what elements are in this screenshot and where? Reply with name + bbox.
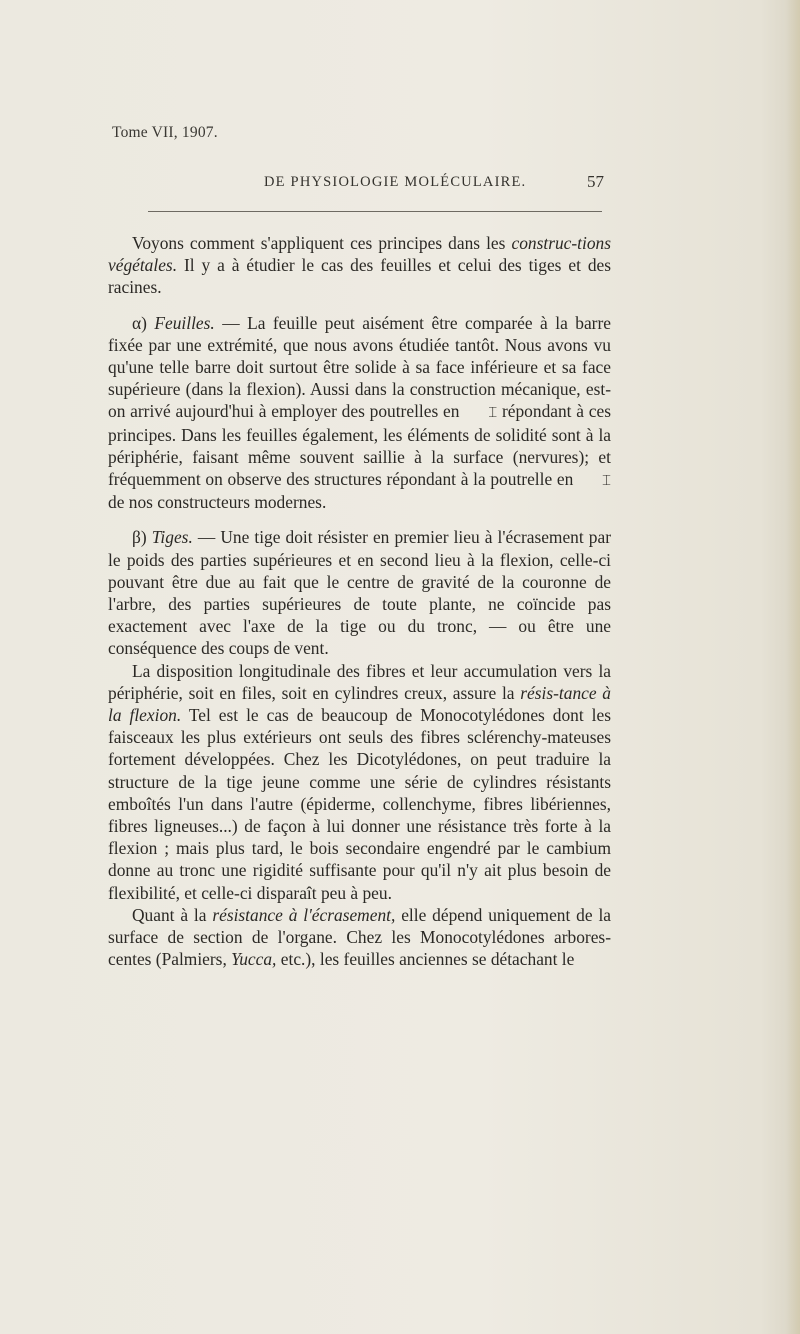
- italic-term: Yucca,: [231, 949, 277, 970]
- text-run: Il y a à étudier le cas des feuilles et celui des tiges et des racines.: [108, 255, 611, 298]
- text-run: La disposition longitudinale des fibres et leur accumulation vers la périphérie, soit en files, soit en cylindres creux, assure la: [108, 660, 611, 703]
- text-run: — La feuille peut aisément être comparée à la barre fixée par une extrémité, que nous avons étudiée tantôt. Nous avons vu qu'une telle barre doit surtout être solide à sa face inférieure et sa face supérieure (dans la flexion). Aussi dans la construction mécanique, est-on arrivé aujourd'hui à employer des poutrelles en: [108, 312, 611, 422]
- header-rule: [148, 211, 602, 212]
- volume-label: Tome VII, 1907.: [112, 124, 218, 141]
- section-label: β): [132, 527, 152, 548]
- italic-term: construc-tions végétales.: [108, 233, 611, 276]
- paragraph-disposition: [108, 660, 611, 904]
- section-heading: Tiges.: [151, 527, 193, 548]
- text-run: Tel est le cas de beaucoup de Monocotylédones dont les faisceaux les plus extérieurs ont seuls des fibres sclérenchy-mateuses fortement développées. Chez les Dicotylédones, on peut traduire la structure de la tige jeune comme une série de cylindres résistants emboîtés l'un dans l'autre (épiderme, collenchyme, fibres libériennes, fibres ligneuses...) de façon à lui donner une résistance très forte à la flexion ; mais plus tard, le bois secondaire engendré par le cambium donne au tronc une rigidité suffisante pour qu'il n'y ait plus besoin de flexibilité, et celle-ci disparaît peu à peu.: [108, 705, 611, 903]
- italic-term: résis-tance à la flexion.: [108, 682, 611, 726]
- text-run: Quant à la: [132, 904, 213, 925]
- text-run: elle dépend uniquement de la surface de section de l'organe. Chez les Monocotylédones arbores-centes (Palmiers,: [108, 904, 611, 970]
- running-header: [0, 172, 800, 196]
- running-title: DE PHYSIOLOGIE MOLÉCULAIRE.: [264, 174, 527, 190]
- italic-term: résistance à l'écrasement,: [212, 904, 396, 925]
- page-number: 57: [587, 172, 604, 191]
- i-beam-symbol: ⌶: [488, 403, 498, 422]
- text-run: de nos constructeurs modernes.: [108, 492, 327, 513]
- text-run: — Une tige doit résister en premier lieu à l'écrasement par le poids des parties supérieures et en second lieu à la flexion, celle-ci pouvant être due au fait que le centre de gravité de la couronne de l'arbre, des parties supérieures de toute plante, ne coïncide pas exactement avec l'axe de la tige ou du tronc, — ou être une conséquence des coups de vent.: [108, 527, 611, 659]
- paragraph-feuilles: [108, 312, 611, 514]
- body-text: [108, 232, 611, 971]
- section-label: α): [132, 312, 155, 333]
- paragraph-quant: [108, 904, 611, 971]
- page-edge-shadow: [786, 0, 800, 1334]
- text-run: Voyons comment s'appliquent ces principes dans les: [132, 233, 512, 253]
- text-run: etc.), les feuilles anciennes se détachant le: [276, 949, 575, 970]
- paragraph-intro: [108, 232, 611, 299]
- text-run: répondant à ces principes. Dans les feuilles également, les éléments de solidité sont à la périphérie, faisant même souvent saillie à la surface (nervures); et fréquemment on observe des structures répondant à la poutrelle en: [108, 401, 611, 490]
- section-heading: Feuilles.: [154, 312, 215, 333]
- paragraph-tiges: [108, 526, 611, 659]
- i-beam-symbol: ⌶: [601, 471, 611, 490]
